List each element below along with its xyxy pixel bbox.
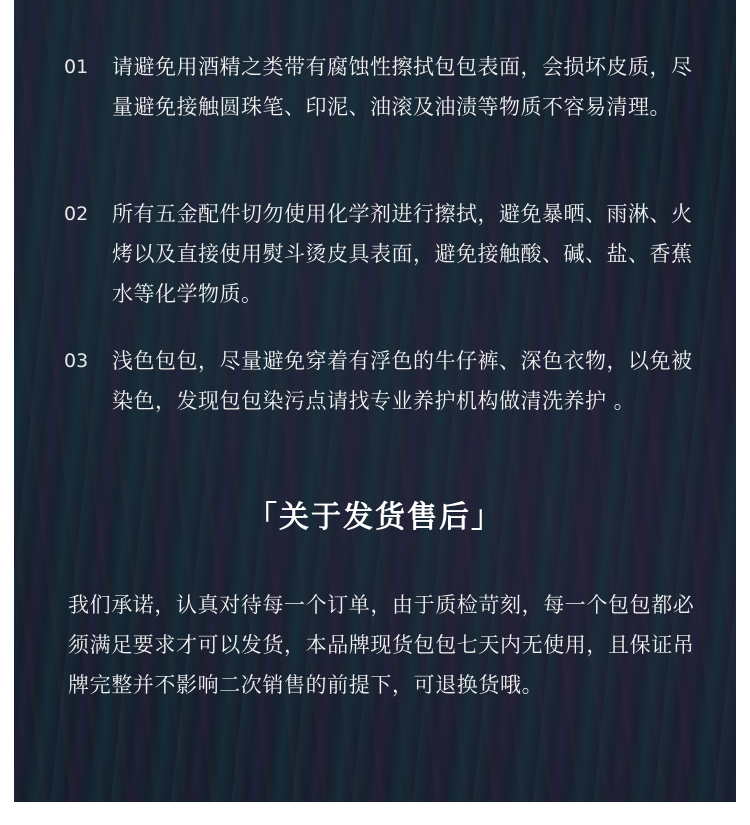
title-close-bracket: 」: [471, 500, 503, 535]
aftersales-policy-text: 我们承诺，认真对待每一个订单，由于质检苛刻，每一个包包都必须满足要求才可以发货，本品牌现货包包七天内无使用，且保证吊牌完整并不影响二次销售的前提下，可退换货哦。: [68, 593, 695, 697]
care-item-number: 03: [64, 350, 89, 372]
care-item-number: 02: [64, 203, 89, 225]
title-open-bracket: 「: [247, 500, 279, 535]
aftersales-section-title: [14, 494, 736, 542]
aftersales-title-text: 关于发货售后: [279, 500, 471, 535]
patterned-background-panel: [14, 0, 736, 802]
care-item-number: 01: [64, 56, 89, 78]
care-item-text: 所有五金配件切勿使用化学剂进行擦拭，避免暴晒、雨淋、火烤以及直接使用熨斗烫皮具表面，避免接触酸、碱、盐、香蕉水等化学物质。: [112, 202, 693, 306]
care-item-text: 浅色包包，尽量避免穿着有浮色的牛仔裤、深色衣物，以免被染色，发现包包染污点请找专业养护机构做清洗养护 。: [112, 349, 693, 413]
care-item-text: 请避免用酒精之类带有腐蚀性擦拭包包表面，会损坏皮质，尽量避免接触圆珠笔、印泥、油滚及油渍等物质不容易清理。: [112, 55, 693, 119]
